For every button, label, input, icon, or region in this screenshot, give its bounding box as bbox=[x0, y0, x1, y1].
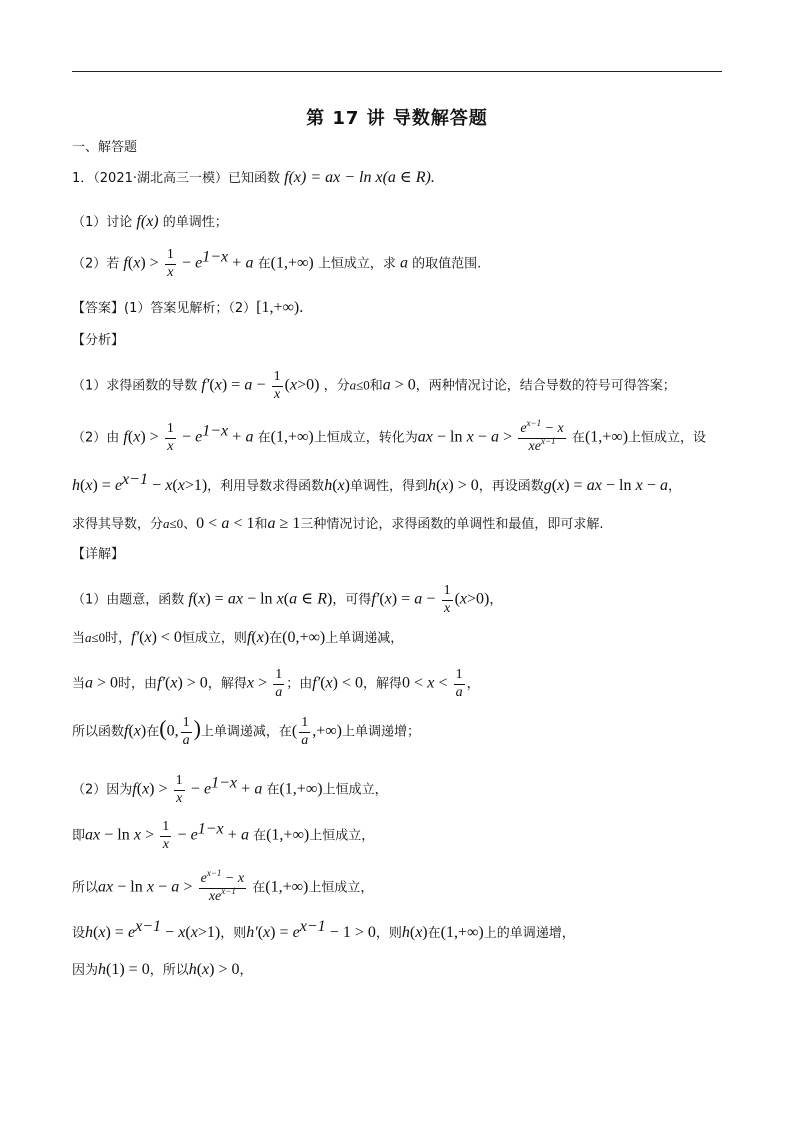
detail-d3-mid: 时，由 bbox=[118, 676, 158, 692]
answer-label: 【答案】 bbox=[72, 301, 125, 316]
part2-suffix2: 的取值范围. bbox=[412, 256, 482, 272]
detail-d2: 当a≤0时，f′(x) < 0恒成立，则f(x)在(0,+∞)上单调递减， bbox=[72, 629, 404, 646]
detail-d3-mid4: ，解得 bbox=[363, 676, 403, 692]
detail-d2-suffix: 上单调递减， bbox=[325, 631, 404, 646]
analysis-p4: 求得其导数，分a≤0、0 < a < 1和a ≥ 1三种情况讨论，求得函数的单调性和最值，即可求解. bbox=[72, 515, 604, 532]
part1-math: f(x) bbox=[136, 213, 159, 230]
detail-d9-suffix: ， bbox=[239, 963, 253, 978]
part2-suffix: 上恒成立，求 bbox=[317, 256, 396, 272]
detail-d8-mid: ，则 bbox=[220, 926, 247, 941]
detail-d8-mid2: ，则 bbox=[375, 926, 402, 941]
answer-math: [1,+∞). bbox=[256, 299, 304, 316]
detail-d7: 所以ax − ln x − a > $\frac{e^{x-1} - x}{xe^{x-1}}$ 在(1,+∞)上恒成立， bbox=[72, 868, 374, 904]
detail-d4-suffix: 上单调递增； bbox=[342, 724, 421, 740]
detail-d4-mid: 在 bbox=[146, 724, 160, 740]
analysis-p4-prefix: 求得其导数，分 bbox=[72, 517, 164, 532]
section-heading: 一、解答题 bbox=[72, 140, 138, 155]
detail-d6-prefix: 即 bbox=[72, 828, 86, 844]
header-rule bbox=[72, 71, 722, 72]
detail-d7-suffix: 上恒成立， bbox=[308, 880, 374, 896]
analysis-p2-suffix: 上恒成立，设 bbox=[628, 430, 707, 446]
analysis-p2-mid: 上恒成立，转化为 bbox=[313, 430, 418, 446]
detail-d6: 即ax − ln x > $\frac{1}{x}$ − $e^{1-x} + a$ 在(1,+∞)上恒成立， bbox=[72, 819, 375, 852]
detail-d5: （2）因为f(x) > $\frac{1}{x}$ − $e^{1-x} + a$ 在(1,+∞)上恒成立， bbox=[72, 773, 388, 806]
analysis-p2-prefix: （2）由 bbox=[72, 430, 120, 446]
detail-d9-mid: ，所以 bbox=[149, 963, 189, 978]
detail-d4-prefix: 所以函数 bbox=[72, 724, 125, 740]
analysis-p1-mid: ，分 bbox=[323, 378, 350, 394]
detail-d2-mid2: 恒成立，则 bbox=[181, 631, 247, 646]
problem-intro bbox=[72, 170, 435, 186]
problem-part2: （2）若 f(x) > $\frac{1}{x}$ − $e^{1-x} + a$ 在(1,+∞) 上恒成立，求 a 的取值范围. bbox=[72, 247, 482, 280]
detail-d8-mid3: 在 bbox=[427, 926, 441, 941]
problem-part1 bbox=[72, 214, 228, 230]
answer-text: (1）答案见解析；（2） bbox=[124, 301, 257, 316]
detail-label: 【详解】 bbox=[72, 547, 125, 562]
analysis-p4-suffix: 三种情况讨论，求得函数的单调性和最值，即可求解. bbox=[300, 517, 604, 532]
analysis-p3-mid2: 单调性，得到 bbox=[349, 479, 428, 494]
detail-d8-prefix: 设 bbox=[72, 926, 86, 941]
analysis-p1-suffix: ，两种情况讨论，结合导数的符号可得答案； bbox=[415, 378, 676, 394]
detail-d2-mid: 时， bbox=[105, 631, 132, 646]
part1-suffix: 的单调性； bbox=[162, 215, 228, 230]
detail-d7-prefix: 所以 bbox=[72, 880, 99, 896]
detail-d1: （1）由题意，函数 f(x) = ax − ln x(a ∈ R)，可得f′(x) = a − $\frac{1}{x}$ (x>0)， bbox=[72, 583, 503, 616]
detail-d1-prefix: （1）由题意，函数 bbox=[72, 592, 185, 608]
analysis-p3: $h(x) = e^{x-1} - x(x>1)$，利用导数求得函数h(x)单调性，得到h(x) > 0，再设函数g(x) = ax − ln x − a， bbox=[72, 471, 682, 494]
problem-intro-math: f(x) = ax − ln x(a ∈ R). bbox=[284, 169, 435, 186]
detail-d2-prefix: 当 bbox=[72, 631, 86, 646]
answer-line bbox=[72, 300, 303, 316]
analysis-p1: （1）求得函数的导数 f′(x) = a − $\frac{1}{x}$ (x>0) ，分a≤0和a > 0，两种情况讨论，结合导数的符号可得答案； bbox=[72, 369, 676, 402]
problem-intro-text: 1．（2021·湖北高三一模）已知函数 bbox=[72, 171, 280, 186]
detail-d3-prefix: 当 bbox=[72, 676, 86, 692]
analysis-label: 【分析】 bbox=[72, 333, 125, 348]
analysis-p2: （2）由 f(x) > $\frac{1}{x}$ − $e^{1-x} + a$ 在(1,+∞)上恒成立，转化为ax − ln x − a > $\frac{e^{x-1} - x}{xe^{x-1}}$ 在(1,+∞)上恒成立，设 bbox=[72, 418, 707, 454]
detail-d8: 设$h(x) = e^{x-1} - x(x>1)$，则$h'(x) = e^{x-1} - 1 > 0$，则h(x)在(1,+∞)上的单调递增， bbox=[72, 918, 575, 941]
detail-d3-mid3: ；由 bbox=[286, 676, 313, 692]
analysis-p1-and: 和 bbox=[369, 378, 383, 394]
detail-d4-mid2: 上单调递减，在 bbox=[200, 724, 292, 740]
detail-d6-suffix: 上恒成立， bbox=[309, 828, 375, 844]
detail-d5-prefix: （2）因为 bbox=[72, 782, 133, 798]
detail-d1-mid: ，可得 bbox=[332, 592, 372, 608]
part2-prefix: （2）若 bbox=[72, 256, 120, 272]
detail-d8-suffix: 上的单调递增， bbox=[483, 926, 575, 941]
analysis-p1-prefix: （1）求得函数的导数 bbox=[72, 378, 198, 394]
analysis-p3-mid1: ，利用导数求得函数 bbox=[207, 479, 325, 494]
detail-d2-mid3: 在 bbox=[269, 631, 283, 646]
analysis-p3-mid3: ，再设函数 bbox=[478, 479, 544, 494]
analysis-p4-mid2: 和 bbox=[254, 517, 268, 532]
fraction-1-over-x: $\frac{1}{x}$ bbox=[166, 247, 174, 280]
analysis-p4-mid: 、 bbox=[183, 517, 197, 532]
detail-d5-suffix: 上恒成立， bbox=[322, 782, 388, 798]
detail-d4: 所以函数f(x)在(0, $\frac{1}{a}$ )上单调递减，在( $\frac{1}{a}$ ,+∞)上单调递增； bbox=[72, 715, 421, 748]
detail-d3-mid2: ，解得 bbox=[207, 676, 247, 692]
page-title: 第 17 讲 导数解答题 bbox=[306, 108, 488, 129]
detail-d9: 因为h(1) = 0，所以h(x) > 0， bbox=[72, 961, 253, 978]
detail-d9-prefix: 因为 bbox=[72, 963, 99, 978]
detail-d3: 当a > 0时，由f′(x) > 0，解得x > $\frac{1}{a}$ ；由f′(x) < 0，解得0 < x < $\frac{1}{a}$ ， bbox=[72, 667, 480, 700]
part1-prefix: （1）讨论 bbox=[72, 215, 133, 230]
